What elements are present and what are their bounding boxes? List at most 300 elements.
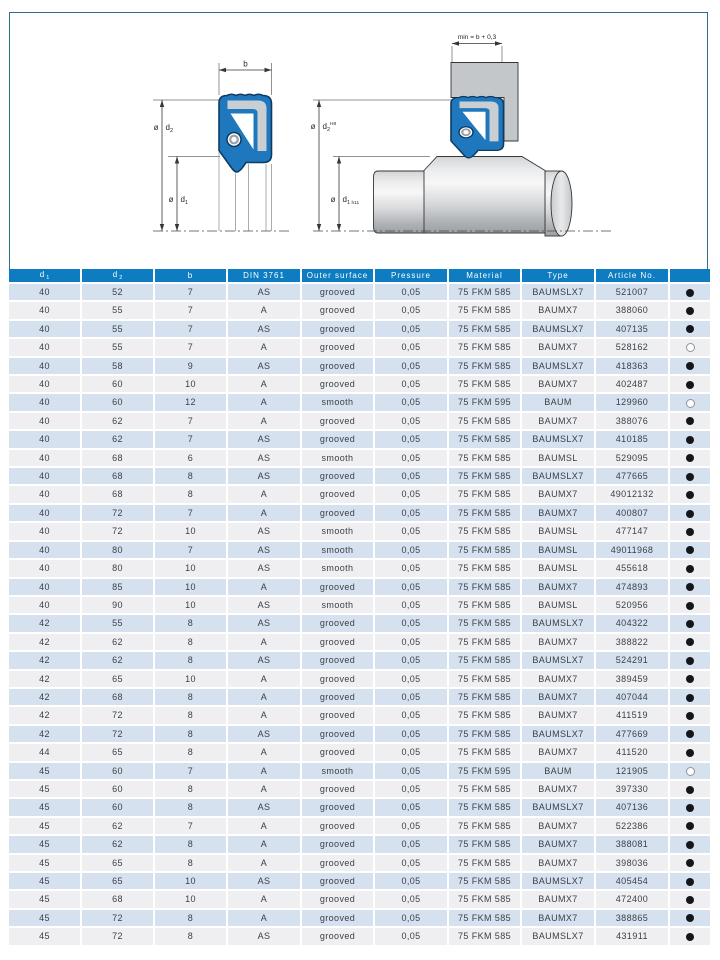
- cell-type: BAUMX7: [522, 302, 596, 320]
- table-row: [9, 726, 710, 744]
- cell-outer_surface: grooved: [302, 413, 375, 431]
- cell-availability: [670, 597, 710, 615]
- cell-type: BAUMSLX7: [522, 652, 596, 670]
- cell-type: BAUM: [522, 394, 596, 412]
- cell-d2: 65: [82, 855, 155, 873]
- cell-article: 129960: [596, 394, 670, 412]
- cell-material: 75 FKM 595: [449, 394, 522, 412]
- cell-material: 75 FKM 585: [449, 707, 522, 725]
- cell-pressure: 0,05: [375, 302, 449, 320]
- table-row: [9, 855, 710, 873]
- cell-material: 75 FKM 585: [449, 671, 522, 689]
- cell-outer_surface: grooved: [302, 634, 375, 652]
- cell-d1: 45: [9, 910, 82, 928]
- availability-dot: [686, 712, 694, 720]
- cell-b: 8: [155, 928, 228, 946]
- cell-pressure: 0,05: [375, 928, 449, 946]
- cell-availability: [670, 413, 710, 431]
- seal-diagram: [0, 0, 720, 262]
- cell-availability: [670, 818, 710, 836]
- cell-availability: [670, 799, 710, 817]
- table-row: [9, 339, 710, 357]
- cell-pressure: 0,05: [375, 891, 449, 909]
- cell-din: AS: [228, 726, 302, 744]
- cell-pressure: 0,05: [375, 744, 449, 762]
- cell-article: 407136: [596, 799, 670, 817]
- cell-din: AS: [228, 560, 302, 578]
- cell-article: 121905: [596, 763, 670, 781]
- cell-article: 407135: [596, 321, 670, 339]
- cell-b: 10: [155, 671, 228, 689]
- cell-type: BAUMX7: [522, 855, 596, 873]
- availability-dot: [686, 583, 694, 591]
- cell-outer_surface: smooth: [302, 450, 375, 468]
- cell-pressure: 0,05: [375, 873, 449, 891]
- cell-availability: [670, 321, 710, 339]
- cell-din: A: [228, 579, 302, 597]
- cell-pressure: 0,05: [375, 321, 449, 339]
- cell-type: BAUMX7: [522, 744, 596, 762]
- cell-d2: 58: [82, 358, 155, 376]
- table-row: [9, 284, 710, 302]
- cell-availability: [670, 836, 710, 854]
- dim-d1h11-symbol: ø: [330, 195, 336, 204]
- cell-article: 477669: [596, 726, 670, 744]
- cell-d2: 62: [82, 818, 155, 836]
- cell-d1: 45: [9, 891, 82, 909]
- cell-b: 8: [155, 799, 228, 817]
- table-row: [9, 689, 710, 707]
- cell-d1: 40: [9, 523, 82, 541]
- cell-article: 49012132: [596, 486, 670, 504]
- dim-d1h11-label: $d_1$ h11: [342, 195, 360, 206]
- cell-b: 10: [155, 873, 228, 891]
- cell-type: BAUMSLX7: [522, 873, 596, 891]
- column-header-article: Article No.: [596, 269, 670, 284]
- cell-outer_surface: grooved: [302, 873, 375, 891]
- cell-outer_surface: grooved: [302, 431, 375, 449]
- availability-dot: [686, 878, 694, 886]
- cell-pressure: 0,05: [375, 413, 449, 431]
- cell-availability: [670, 744, 710, 762]
- cell-b: 8: [155, 468, 228, 486]
- column-header-din: DIN 3761: [228, 269, 302, 284]
- cell-availability: [670, 542, 710, 560]
- cell-din: A: [228, 818, 302, 836]
- cell-d2: 52: [82, 284, 155, 302]
- cell-pressure: 0,05: [375, 339, 449, 357]
- cell-availability: [670, 505, 710, 523]
- cell-type: BAUMX7: [522, 505, 596, 523]
- availability-dot: [686, 381, 694, 389]
- seal-profile: [219, 94, 272, 172]
- cell-b: 8: [155, 836, 228, 854]
- cell-type: BAUMSLX7: [522, 284, 596, 302]
- cell-b: 8: [155, 634, 228, 652]
- availability-dot: [686, 841, 694, 849]
- arrow-icon: [337, 224, 341, 231]
- cell-type: BAUMX7: [522, 781, 596, 799]
- cell-outer_surface: grooved: [302, 468, 375, 486]
- cell-outer_surface: grooved: [302, 836, 375, 854]
- cell-d2: 62: [82, 431, 155, 449]
- cell-availability: [670, 763, 710, 781]
- cell-type: BAUMSLX7: [522, 615, 596, 633]
- table-row: [9, 744, 710, 762]
- cell-outer_surface: smooth: [302, 597, 375, 615]
- cell-material: 75 FKM 585: [449, 873, 522, 891]
- dim-d2h8-label: $d_2^{H8}$: [322, 122, 337, 133]
- cell-b: 7: [155, 818, 228, 836]
- cell-pressure: 0,05: [375, 358, 449, 376]
- cell-d2: 72: [82, 523, 155, 541]
- table-row: [9, 652, 710, 670]
- cell-article: 521007: [596, 284, 670, 302]
- cell-material: 75 FKM 585: [449, 615, 522, 633]
- cell-material: 75 FKM 585: [449, 910, 522, 928]
- table-row: [9, 671, 710, 689]
- availability-dot: [686, 804, 694, 812]
- cell-availability: [670, 615, 710, 633]
- cell-d1: 42: [9, 652, 82, 670]
- cell-b: 10: [155, 523, 228, 541]
- cell-type: BAUM: [522, 763, 596, 781]
- cell-availability: [670, 855, 710, 873]
- table-row: [9, 321, 710, 339]
- cell-d1: 42: [9, 615, 82, 633]
- cell-availability: [670, 284, 710, 302]
- availability-dot: [686, 859, 694, 867]
- cell-din: A: [228, 394, 302, 412]
- table-row: [9, 505, 710, 523]
- table-row: [9, 781, 710, 799]
- cell-article: 472400: [596, 891, 670, 909]
- cell-d2: 60: [82, 781, 155, 799]
- cell-article: 431911: [596, 928, 670, 946]
- column-header-type: Type: [522, 269, 596, 284]
- cell-availability: [670, 891, 710, 909]
- availability-dot: [686, 620, 694, 628]
- column-header-b: b: [155, 269, 228, 284]
- cell-article: 477147: [596, 523, 670, 541]
- cell-din: AS: [228, 615, 302, 633]
- cell-d1: 40: [9, 321, 82, 339]
- cell-din: A: [228, 486, 302, 504]
- cell-d2: 62: [82, 413, 155, 431]
- cell-pressure: 0,05: [375, 671, 449, 689]
- cell-din: AS: [228, 523, 302, 541]
- cell-outer_surface: grooved: [302, 799, 375, 817]
- cell-d1: 40: [9, 579, 82, 597]
- shaft-left-journal: [374, 171, 431, 233]
- table-row: [9, 523, 710, 541]
- cell-d1: 40: [9, 450, 82, 468]
- column-header-pressure: Pressure: [375, 269, 449, 284]
- cell-outer_surface: grooved: [302, 744, 375, 762]
- cell-b: 7: [155, 284, 228, 302]
- cell-pressure: 0,05: [375, 726, 449, 744]
- cell-material: 75 FKM 585: [449, 634, 522, 652]
- arrow-icon: [265, 68, 272, 72]
- cell-din: A: [228, 910, 302, 928]
- shaft-cylinder: [374, 157, 573, 237]
- cell-material: 75 FKM 585: [449, 505, 522, 523]
- cell-pressure: 0,05: [375, 615, 449, 633]
- table-row: [9, 468, 710, 486]
- dim-d1-symbol: ø: [168, 195, 174, 204]
- table-row: [9, 450, 710, 468]
- table-row: [9, 763, 710, 781]
- cell-material: 75 FKM 585: [449, 339, 522, 357]
- cell-outer_surface: smooth: [302, 523, 375, 541]
- cell-article: 402487: [596, 376, 670, 394]
- cell-d2: 68: [82, 450, 155, 468]
- installed-seal-profile: [451, 97, 504, 158]
- cell-b: 8: [155, 652, 228, 670]
- dim-d2-symbol: ø: [153, 123, 159, 132]
- cell-b: 7: [155, 339, 228, 357]
- cell-type: BAUMX7: [522, 707, 596, 725]
- cell-d1: 40: [9, 302, 82, 320]
- cell-din: A: [228, 781, 302, 799]
- column-header-d1: $d_1$: [9, 269, 82, 284]
- availability-dot: [686, 454, 694, 462]
- cell-material: 75 FKM 585: [449, 579, 522, 597]
- cell-availability: [670, 339, 710, 357]
- availability-dot: [686, 914, 694, 922]
- cell-d2: 65: [82, 744, 155, 762]
- cell-type: BAUMSLX7: [522, 468, 596, 486]
- availability-dot: [686, 546, 694, 554]
- arrow-icon: [219, 68, 226, 72]
- cell-pressure: 0,05: [375, 689, 449, 707]
- arrow-icon: [317, 224, 321, 231]
- cell-d2: 62: [82, 652, 155, 670]
- cell-article: 474893: [596, 579, 670, 597]
- cell-material: 75 FKM 585: [449, 928, 522, 946]
- cell-din: AS: [228, 431, 302, 449]
- cell-material: 75 FKM 585: [449, 542, 522, 560]
- cell-outer_surface: grooved: [302, 928, 375, 946]
- cell-b: 7: [155, 413, 228, 431]
- cell-article: 397330: [596, 781, 670, 799]
- cell-b: 8: [155, 910, 228, 928]
- cell-b: 10: [155, 579, 228, 597]
- dim-b-label: b: [243, 59, 248, 69]
- availability-dot: [686, 694, 694, 702]
- cell-din: A: [228, 505, 302, 523]
- cell-din: AS: [228, 542, 302, 560]
- cell-type: BAUMX7: [522, 910, 596, 928]
- cell-d2: 55: [82, 339, 155, 357]
- cell-material: 75 FKM 585: [449, 799, 522, 817]
- availability-dot: [686, 399, 695, 408]
- cell-outer_surface: smooth: [302, 542, 375, 560]
- cell-material: 75 FKM 585: [449, 284, 522, 302]
- cell-d2: 72: [82, 726, 155, 744]
- cell-d2: 68: [82, 468, 155, 486]
- cell-d1: 40: [9, 284, 82, 302]
- table-row: [9, 910, 710, 928]
- table-row: [9, 431, 710, 449]
- cell-b: 8: [155, 781, 228, 799]
- cell-type: BAUMX7: [522, 579, 596, 597]
- cell-article: 388822: [596, 634, 670, 652]
- cell-type: BAUMSLX7: [522, 726, 596, 744]
- cell-type: BAUMSLX7: [522, 928, 596, 946]
- cell-type: BAUMX7: [522, 376, 596, 394]
- cell-din: AS: [228, 652, 302, 670]
- cell-material: 75 FKM 585: [449, 376, 522, 394]
- cell-d2: 60: [82, 763, 155, 781]
- cell-type: BAUMSLX7: [522, 358, 596, 376]
- cell-availability: [670, 486, 710, 504]
- cell-type: BAUMSLX7: [522, 799, 596, 817]
- cell-d2: 68: [82, 689, 155, 707]
- cell-type: BAUMX7: [522, 836, 596, 854]
- cell-availability: [670, 450, 710, 468]
- cell-outer_surface: grooved: [302, 707, 375, 725]
- cell-outer_surface: smooth: [302, 763, 375, 781]
- cell-availability: [670, 726, 710, 744]
- cell-material: 75 FKM 585: [449, 597, 522, 615]
- cell-availability: [670, 579, 710, 597]
- cell-material: 75 FKM 585: [449, 358, 522, 376]
- cell-d2: 55: [82, 302, 155, 320]
- cell-d1: 45: [9, 855, 82, 873]
- cell-pressure: 0,05: [375, 910, 449, 928]
- cell-d2: 80: [82, 560, 155, 578]
- cell-material: 75 FKM 585: [449, 891, 522, 909]
- cell-b: 7: [155, 321, 228, 339]
- cell-availability: [670, 560, 710, 578]
- cell-material: 75 FKM 585: [449, 431, 522, 449]
- availability-dot: [686, 749, 694, 757]
- cell-article: 524291: [596, 652, 670, 670]
- arrow-icon: [317, 100, 321, 107]
- table-row: [9, 873, 710, 891]
- cell-availability: [670, 431, 710, 449]
- cell-b: 10: [155, 597, 228, 615]
- column-header-material: Material: [449, 269, 522, 284]
- cell-b: 7: [155, 763, 228, 781]
- cell-din: AS: [228, 450, 302, 468]
- table-row: [9, 836, 710, 854]
- seal-cross-section-view: [153, 60, 291, 232]
- arrow-icon: [337, 157, 341, 164]
- cell-din: AS: [228, 928, 302, 946]
- cell-material: 75 FKM 585: [449, 450, 522, 468]
- cell-b: 10: [155, 891, 228, 909]
- cell-d1: 40: [9, 597, 82, 615]
- cell-pressure: 0,05: [375, 284, 449, 302]
- cell-b: 9: [155, 358, 228, 376]
- table-row: [9, 413, 710, 431]
- table-row: [9, 799, 710, 817]
- cell-type: BAUMSL: [522, 523, 596, 541]
- cell-material: 75 FKM 585: [449, 302, 522, 320]
- cell-outer_surface: grooved: [302, 321, 375, 339]
- cell-type: BAUMSLX7: [522, 321, 596, 339]
- arrow-icon: [495, 41, 502, 45]
- arrow-icon: [175, 157, 179, 164]
- cell-outer_surface: grooved: [302, 579, 375, 597]
- cell-pressure: 0,05: [375, 486, 449, 504]
- arrow-icon: [175, 224, 179, 231]
- cell-din: A: [228, 836, 302, 854]
- availability-dot: [686, 638, 694, 646]
- cell-d1: 40: [9, 413, 82, 431]
- cell-type: BAUMX7: [522, 818, 596, 836]
- cell-din: AS: [228, 468, 302, 486]
- cell-din: A: [228, 855, 302, 873]
- table-row: [9, 579, 710, 597]
- cell-d2: 90: [82, 597, 155, 615]
- cell-d2: 68: [82, 891, 155, 909]
- cell-pressure: 0,05: [375, 818, 449, 836]
- cell-material: 75 FKM 585: [449, 560, 522, 578]
- cell-material: 75 FKM 585: [449, 744, 522, 762]
- cell-article: 455618: [596, 560, 670, 578]
- column-header-d2: $d_2$: [82, 269, 155, 284]
- availability-dot: [686, 473, 694, 481]
- cell-d1: 42: [9, 689, 82, 707]
- cell-d2: 62: [82, 836, 155, 854]
- table-row: [9, 486, 710, 504]
- cell-pressure: 0,05: [375, 634, 449, 652]
- cell-outer_surface: grooved: [302, 486, 375, 504]
- cell-b: 12: [155, 394, 228, 412]
- cell-article: 388081: [596, 836, 670, 854]
- availability-dot: [686, 657, 694, 665]
- availability-dot: [686, 786, 694, 794]
- availability-dot: [686, 933, 694, 941]
- cell-outer_surface: grooved: [302, 818, 375, 836]
- cell-b: 10: [155, 376, 228, 394]
- cell-material: 75 FKM 585: [449, 818, 522, 836]
- cell-pressure: 0,05: [375, 505, 449, 523]
- cell-article: 529095: [596, 450, 670, 468]
- cell-type: BAUMX7: [522, 413, 596, 431]
- cell-outer_surface: grooved: [302, 726, 375, 744]
- availability-dot: [686, 343, 695, 352]
- cell-din: A: [228, 376, 302, 394]
- cell-b: 7: [155, 505, 228, 523]
- cell-type: BAUMX7: [522, 634, 596, 652]
- cell-outer_surface: grooved: [302, 358, 375, 376]
- cell-article: 418363: [596, 358, 670, 376]
- availability-dot: [686, 730, 694, 738]
- cell-din: A: [228, 413, 302, 431]
- cell-article: 388865: [596, 910, 670, 928]
- cell-availability: [670, 468, 710, 486]
- cell-d2: 80: [82, 542, 155, 560]
- cell-d1: 42: [9, 634, 82, 652]
- cell-outer_surface: smooth: [302, 394, 375, 412]
- cell-material: 75 FKM 585: [449, 523, 522, 541]
- cell-material: 75 FKM 595: [449, 763, 522, 781]
- cell-din: A: [228, 744, 302, 762]
- availability-dot: [686, 289, 694, 297]
- availability-dot: [686, 675, 694, 683]
- cell-article: 528162: [596, 339, 670, 357]
- cell-d1: 40: [9, 376, 82, 394]
- cell-pressure: 0,05: [375, 781, 449, 799]
- table-row: [9, 818, 710, 836]
- cell-article: 404322: [596, 615, 670, 633]
- cell-d2: 72: [82, 505, 155, 523]
- availability-dot: [686, 896, 694, 904]
